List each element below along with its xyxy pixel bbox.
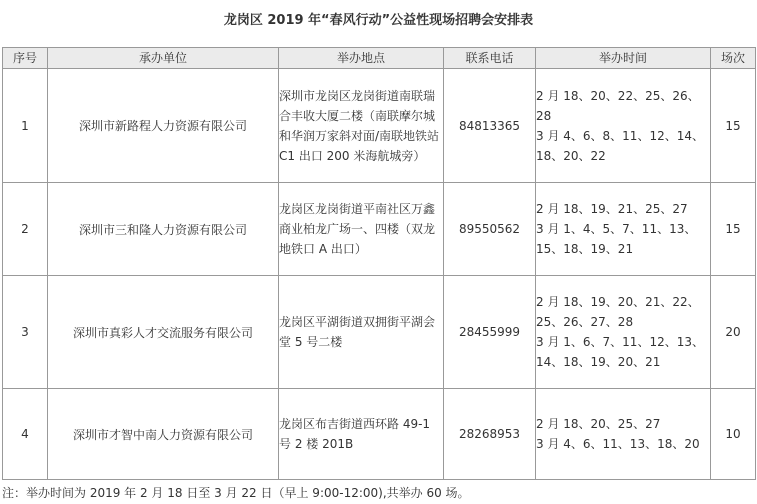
table-row <box>3 389 756 480</box>
header-venue: 举办地点 <box>279 48 444 69</box>
row-feb-dates: 2 月 18、19、21、25、27 <box>536 202 688 216</box>
row-phone: 84813365 <box>444 69 536 183</box>
row-venue: 龙岗区龙岗街道平南社区万鑫商业柏龙广场一、四楼（双龙地铁口 A 出口） <box>279 183 444 276</box>
row-index: 2 <box>3 183 48 276</box>
header-organizer: 承办单位 <box>48 48 279 69</box>
row-venue: 龙岗区平湖街道双拥街平湖会堂 5 号二楼 <box>279 276 444 389</box>
row-venue: 龙岗区布吉街道西环路 49-1 号 2 楼 201B <box>279 389 444 480</box>
row-sessions: 15 <box>711 183 756 276</box>
row-sessions: 10 <box>711 389 756 480</box>
row-mar-dates: 3 月 4、6、11、13、18、20 <box>536 437 700 451</box>
header-phone: 联系电话 <box>444 48 536 69</box>
row-times <box>536 276 711 389</box>
row-phone: 89550562 <box>444 183 536 276</box>
row-index: 4 <box>3 389 48 480</box>
schedule-table <box>2 47 756 480</box>
row-times <box>536 183 711 276</box>
row-feb-dates: 2 月 18、20、25、27 <box>536 417 661 431</box>
row-phone: 28455999 <box>444 276 536 389</box>
table-row <box>3 183 756 276</box>
row-organizer: 深圳市才智中南人力资源有限公司 <box>48 389 279 480</box>
row-venue: 深圳市龙岗区龙岗街道南联瑞合丰收大厦二楼（南联摩尔城和华润万家斜对面/南联地铁站 C1 出口 200 米海航城旁） <box>279 69 444 183</box>
row-sessions: 20 <box>711 276 756 389</box>
page-title: 龙岗区 2019 年“春风行动”公益性现场招聘会安排表 <box>223 13 534 28</box>
row-mar-dates: 3 月 1、4、5、7、11、13、15、18、19、21 <box>536 222 697 256</box>
row-sessions: 15 <box>711 69 756 183</box>
header-times: 举办时间 <box>536 48 711 69</box>
row-organizer: 深圳市新路程人力资源有限公司 <box>48 69 279 183</box>
row-mar-dates: 3 月 4、6、8、11、12、14、18、20、22 <box>536 128 704 163</box>
row-organizer: 深圳市三和隆人力资源有限公司 <box>48 183 279 276</box>
header-sessions: 场次 <box>711 48 756 69</box>
table-header-row <box>3 48 756 69</box>
row-times <box>536 389 711 480</box>
table-row <box>3 69 756 183</box>
row-index: 1 <box>3 69 48 183</box>
row-feb-dates: 2 月 18、20、22、25、26、28 <box>536 88 700 123</box>
table-row <box>3 276 756 389</box>
row-phone: 28268953 <box>444 389 536 480</box>
row-mar-dates: 3 月 1、6、7、11、12、13、14、18、19、20、21 <box>536 335 704 369</box>
row-organizer: 深圳市真彩人才交流服务有限公司 <box>48 276 279 389</box>
row-index: 3 <box>3 276 48 389</box>
header-index: 序号 <box>3 48 48 69</box>
row-times <box>536 69 711 183</box>
row-feb-dates: 2 月 18、19、20、21、22、25、26、27、28 <box>536 295 700 329</box>
footnote: 注：举办时间为 2019 年 2 月 18 日至 3 月 22 日（早上 9:00-12:00),共举办 60 场。 <box>2 486 470 500</box>
